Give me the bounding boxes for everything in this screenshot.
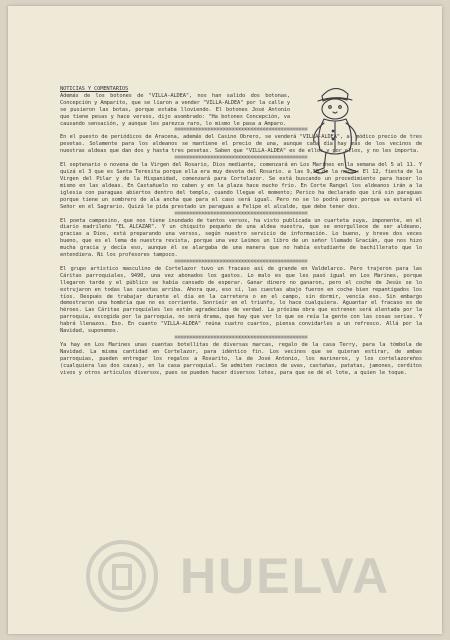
separator-4: ⌘⌘⌘⌘⌘⌘⌘⌘⌘⌘⌘⌘⌘⌘⌘⌘⌘⌘⌘⌘⌘⌘⌘⌘⌘⌘⌘⌘⌘⌘⌘⌘⌘⌘⌘⌘⌘⌘⌘⌘⌘⌘⌘⌘ xyxy=(174,258,308,265)
separator-2: ⌘⌘⌘⌘⌘⌘⌘⌘⌘⌘⌘⌘⌘⌘⌘⌘⌘⌘⌘⌘⌘⌘⌘⌘⌘⌘⌘⌘⌘⌘⌘⌘⌘⌘⌘⌘⌘⌘⌘⌘⌘⌘⌘⌘ xyxy=(174,155,308,162)
document-page xyxy=(8,6,442,634)
archive-watermark xyxy=(84,538,438,614)
paragraph-1: En el puesto de periódicos de Aracena, además del Casino Obrero, se venderá "VILLA-ALDEA", al módico precio de tres pesetas. Solamente para los aldeanos se mantiene el precio de una, aunque cada día hay más de los vecinos de nuestras aldeas que dan dos y hasta tres pesetas. Saben que "VILLA-ALDEA" es de ellos y por ellos, y no les importa. xyxy=(60,134,422,155)
separator-3: ⌘⌘⌘⌘⌘⌘⌘⌘⌘⌘⌘⌘⌘⌘⌘⌘⌘⌘⌘⌘⌘⌘⌘⌘⌘⌘⌘⌘⌘⌘⌘⌘⌘⌘⌘⌘⌘⌘⌘⌘⌘⌘⌘⌘ xyxy=(174,210,308,217)
paragraph-2: El septenario o novena de la Virgen del Rosario, Dios mediante, comenzará en Los Marines en la semana del 5 al 11. Y quizá el 3 que es Santa Teresita porque ella era muy devota del Rosario. a las 9,30 de la noche. El 12, fiesta de la Virgen del Pilar y de la Hispanidad, comenzará para Cortelazor. Se está buscando un procedimiento para hacer lo mismo en las aldeas. En Castañuelo no caben y en la plaza hace mucho frío. En Corte Rangel los aldeanos irán a la iglesia con paraguas abiertos dentro del templo, cuando llegue el momento; Perico ha declarado que irá sin paraguas porque tiene un sombrero de ala ancha que para el caso será igual. Pero no se lo podrá poner porque va estará el Señor en el Sagrario. Quizá le pida prestado un paraguas a Felipe el alcalde, que debe tener dos. xyxy=(60,162,422,210)
watermark-text: HUELVA xyxy=(180,548,391,604)
paragraph-5: Ya hay en Los Marines unas cuantas botellitas de diversas marcas, regalo de la casa Terry, para la tómbola de Navidad. La misma cantidad en Cortelazor, para idéntico fin. Los vecinos que se quieran estirar, de ambas parroquias, pueden entregar los regalos a Rosarito, la de José Antonio, los marineros, y los cortelazoreños (cualquiera las dos cazas), en la casa parroquial. Se admiten racimos de uvas, castañas, patatas, jamones, cerditos vivos y otros artículos diversos, pues se pueden hacer diversos lotes, para que se dé el lote, a quien le toque. xyxy=(60,342,422,376)
cartoon-figure-icon xyxy=(300,76,370,178)
separator-1: ⌘⌘⌘⌘⌘⌘⌘⌘⌘⌘⌘⌘⌘⌘⌘⌘⌘⌘⌘⌘⌘⌘⌘⌘⌘⌘⌘⌘⌘⌘⌘⌘⌘⌘⌘⌘⌘⌘⌘⌘⌘⌘⌘⌘ xyxy=(174,127,308,134)
paragraph-3: El poeta campesino, que nos tiene inundado de tantos versos, ha visto publicada un cuarteta suya, imponente, en el diario madrileño "EL ALCAZAR". Y un chiquito pequeño de una aldea nuestra, que se enorgullece de ser aldeano, gracias a Dios, está preparando una versos, según nuestro servicio de información. Lo bueno, y breve dos veces bueno, que es el lema de nuestra revista, porque una vez Leimos un libro de un señor llamado Gracián, que nos hizo mucha gracia y decía eso, aunque él se alargaba de una manera que no había estudiante de bachillerato que lo entendiera. Ni los profesores tampoco. xyxy=(60,217,422,259)
section-heading: NOTICIAS Y COMENTARIOS xyxy=(60,86,129,92)
separator-5: ⌘⌘⌘⌘⌘⌘⌘⌘⌘⌘⌘⌘⌘⌘⌘⌘⌘⌘⌘⌘⌘⌘⌘⌘⌘⌘⌘⌘⌘⌘⌘⌘⌘⌘⌘⌘⌘⌘⌘⌘⌘⌘⌘⌘ xyxy=(174,335,308,341)
paragraph-4: El grupo artístico masculino de Cortelazor tuvo un fracaso así de grande en Valdelarco. Pero trajeron para las Cáritas parroquiales, 9490, una vez abonados los gastos. Lo malo es que les pasó igual en Los Marines, porque llegaron tarde y el público se había cansado de esperar. Ganar dinero no ganaron, pero el coche de Jesús se lo estrujaron en todas las cuestas arriba. Ahora que, eso sí, las cuestas abajo fueron en coche bien repantigados los tíos. Después de trabajar durante el día en la carretera o en el campo, sin dormir, vencía eso. Sin embargo demostraron una hombría que no es corriente. Sonrieír en el triunfo, lo hace cualquiera. Aguantar el fracaso es de héroes. Las Cáritas parroquiales les están agradecidas de verdad. La próxima obra que estrenen será alentada por la parroquia, escogida por la parroquia, no será drama, que hay que ver lo que se reía la gente con las cosas serias. Y habrá llenazos. Eso. En cuanto "VILLA-ALDEA" reúna cuatro cuartos, piensa convidarles a un refresco. Allá por la Navidad, suponemos. xyxy=(60,265,422,335)
archive-seal-icon xyxy=(84,538,160,614)
intro-paragraph: Además de los botones de "VILLA-ALDEA", nos han salido dos botonas, Concepción y Amparito, que se liaron a vender "VILLA-ALDEA" por la calle y se pusieron las botas, porque estaba lloviendo. El botones José Antonio que tiene pesas y hace versos, dijo asombrado: "Ha botones Concepción, va causando sensación, y aunque les parezca raro, lo mismo le pasa a Amparo. xyxy=(60,92,290,127)
